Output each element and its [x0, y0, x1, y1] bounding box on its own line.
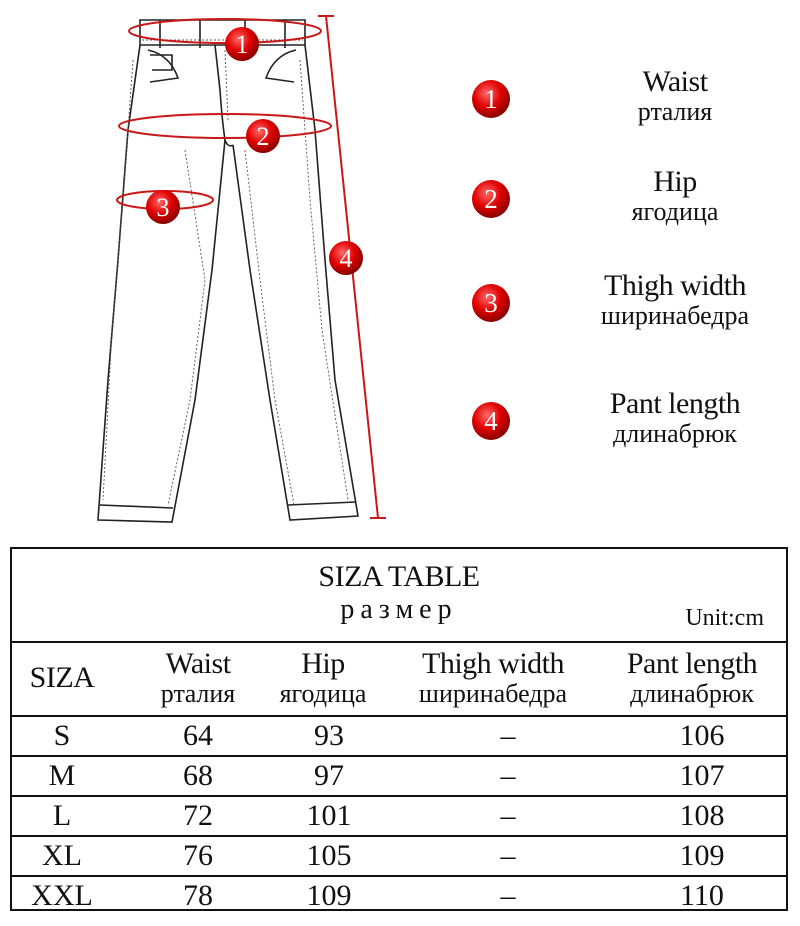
- table-unit: Unit:cm: [685, 605, 764, 631]
- cell-waist: 64: [183, 719, 213, 752]
- legend-thigh: [470, 270, 790, 340]
- table-row: [12, 797, 786, 837]
- cell-pant-length: 107: [679, 759, 725, 792]
- cell-pant-length: 106: [679, 719, 725, 752]
- marker-4: [329, 241, 363, 275]
- marker-1: [225, 27, 259, 61]
- table-row: [12, 757, 786, 797]
- legend-ru-pant-length: длинабрюк: [613, 419, 737, 448]
- cell-waist: 76: [183, 839, 213, 872]
- cell-pant-length: 109: [679, 839, 725, 872]
- legend-pant-length: [470, 388, 790, 458]
- legend-badge-4-label: 4: [484, 406, 498, 436]
- legend-text-thigh: [550, 270, 800, 330]
- pants-diagram: [0, 0, 420, 540]
- legend-waist: [470, 66, 790, 136]
- col-header-thigh: [388, 649, 598, 709]
- table-header: [12, 549, 786, 643]
- cell-hip: 93: [314, 719, 344, 752]
- table-title: SIZA TABLE: [318, 560, 480, 593]
- legend-badge-1: [470, 78, 512, 120]
- legend-ru-thigh: ширинабедра: [600, 301, 750, 330]
- col-header-pant-en: Pant length: [626, 647, 758, 680]
- cell-waist: 68: [183, 759, 213, 792]
- col-header-hip: [258, 649, 388, 709]
- col-header-pant-ru: длинабрюк: [630, 679, 754, 708]
- col-header-size: SIZA: [29, 661, 95, 694]
- legend-text-hip: [550, 166, 800, 226]
- col-header-pant-length: [602, 649, 782, 709]
- cell-hip: 109: [306, 879, 352, 912]
- legend-text-waist: [550, 66, 800, 126]
- cell-hip: 101: [306, 799, 352, 832]
- legend-ru-hip: ягодица: [631, 197, 719, 226]
- table-subtitle: размер: [340, 594, 458, 625]
- col-header-waist-en: Waist: [165, 647, 231, 680]
- col-header-thigh-en: Thigh width: [422, 647, 564, 680]
- col-header-thigh-ru: ширинабедра: [418, 679, 568, 708]
- marker-4-label: 4: [339, 244, 353, 273]
- cell-hip: 105: [306, 839, 352, 872]
- legend-badge-2: [470, 178, 512, 220]
- legend-en-thigh: Thigh width: [604, 269, 746, 302]
- marker-3-label: 3: [156, 193, 170, 222]
- legend-en-hip: Hip: [653, 165, 697, 198]
- table-row: [12, 837, 786, 877]
- marker-2: [246, 119, 280, 153]
- cell-hip: 97: [314, 759, 344, 792]
- cell-waist: 72: [183, 799, 213, 832]
- col-header-waist: [138, 649, 258, 709]
- table-row: [12, 877, 786, 915]
- legend-badge-3-label: 3: [484, 288, 498, 318]
- marker-3: [146, 190, 180, 224]
- column-headers: [12, 643, 786, 717]
- cell-thigh: –: [500, 839, 516, 872]
- cell-size: L: [52, 799, 72, 832]
- cell-waist: 78: [183, 879, 213, 912]
- col-header-hip-en: Hip: [301, 647, 345, 680]
- cell-size: S: [53, 719, 71, 752]
- legend-badge-1-label: 1: [484, 84, 498, 114]
- legend-ru-waist: ртaлия: [637, 97, 713, 126]
- table-row: [12, 717, 786, 757]
- col-header-hip-ru: ягодица: [279, 679, 367, 708]
- cell-size: XXL: [31, 879, 93, 912]
- cell-thigh: –: [500, 879, 516, 912]
- cell-size: M: [48, 759, 76, 792]
- legend-badge-3: [470, 282, 512, 324]
- table-body: [12, 717, 786, 915]
- marker-2-label: 2: [256, 122, 270, 151]
- legend-en-pant-length: Pant length: [609, 387, 741, 420]
- legend-text-pant-length: [550, 388, 800, 448]
- cell-pant-length: 108: [679, 799, 725, 832]
- pants-outline: [98, 20, 358, 522]
- cell-pant-length: 110: [680, 879, 724, 912]
- marker-1-label: 1: [235, 30, 249, 59]
- cell-size: XL: [42, 839, 82, 872]
- legend-badge-4: [470, 400, 512, 442]
- legend-en-waist: Waist: [642, 65, 708, 98]
- legend-badge-2-label: 2: [484, 184, 498, 214]
- cell-thigh: –: [500, 759, 516, 792]
- size-table: [10, 547, 788, 911]
- col-header-waist-ru: ртaлия: [160, 679, 236, 708]
- cell-thigh: –: [500, 719, 516, 752]
- legend-hip: [470, 166, 790, 236]
- cell-thigh: –: [500, 799, 516, 832]
- pants-stitching: [103, 40, 348, 505]
